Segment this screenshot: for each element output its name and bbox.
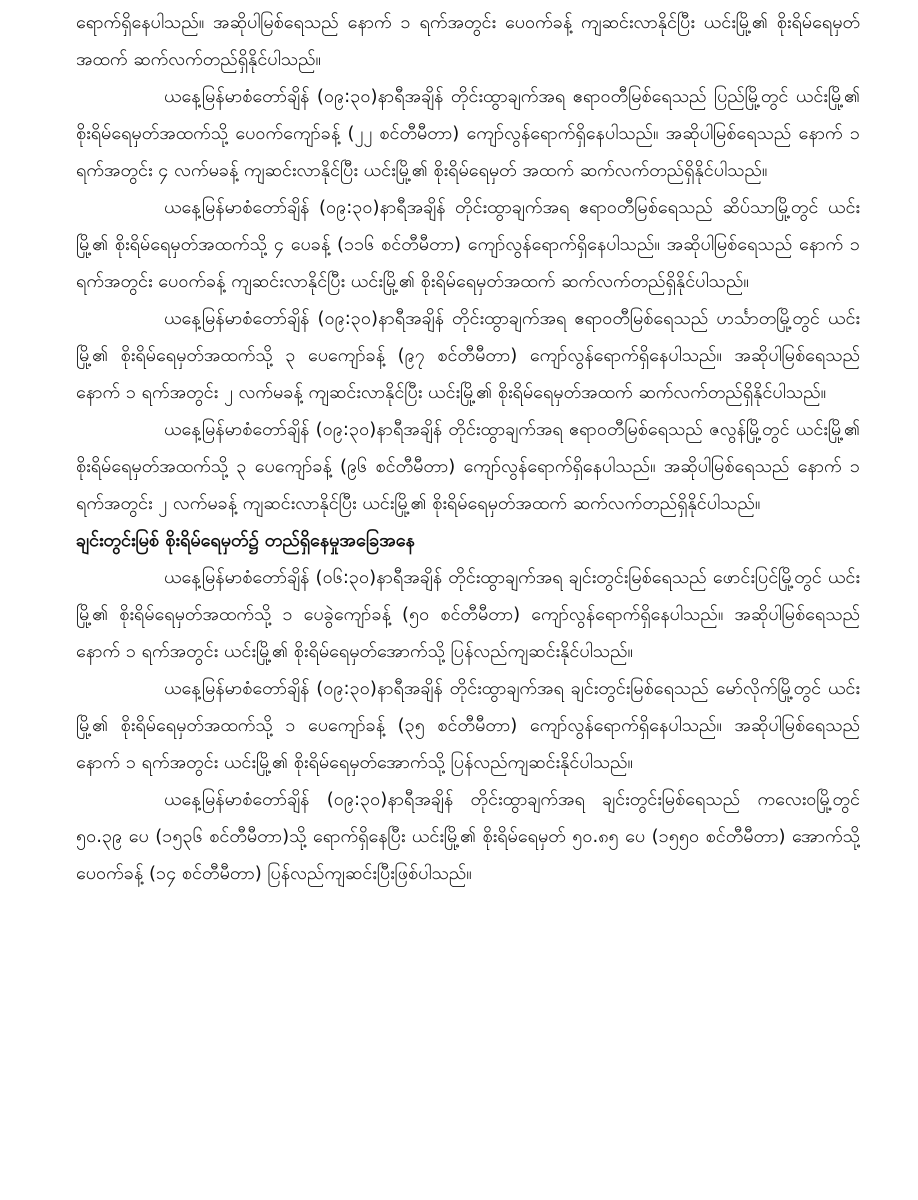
paragraph-chindwin-mawlaik: ယနေ့မြန်မာစံတော်ချိန် (၀၉:၃၀)နာရီအချိန် တိုင်းထွာချက်အရ ချင်းတွင်းမြစ်ရေသည် မော်လိုက်မြို့တွင် ယင်းမြို့၏ စိုးရိမ်ရေမှတ်အထက်သို့ ၁ ပေကျော်ခန့် (၃၅ စင်တီမီတာ) ကျော်လွန်ရောက်ရှိနေပါသည်။ အဆိုပါမြစ်ရေသည် နောက် ၁ ရက်အတွင်း ယင်းမြို့၏ စိုးရိမ်ရေမှတ်အောက်သို့ ပြန်လည်ကျဆင်းနိုင်ပါသည်။: [76, 678, 860, 773]
paragraph-chindwin-kalewa: ယနေ့မြန်မာစံတော်ချိန် (၀၉:၃၀)နာရီအချိန် တိုင်းထွာချက်အရ ချင်းတွင်းမြစ်ရေသည် ကလေးဝမြို့တွင် ၅၀.၃၉ ပေ (၁၅၃၆ စင်တီမီတာ)သို့ ရောက်ရှိနေပြီး ယင်းမြို့၏ စိုးရိမ်ရေမှတ် ၅၀.၈၅ ပေ (၁၅၅၀ စင်တီမီတာ) အောက်သို့ ပေ၀က်ခန့် (၁၄ စင်တီမီတာ) ပြန်လည်ကျဆင်းပြီးဖြစ်ပါသည်။: [76, 789, 860, 884]
paragraph-ayeyarwady-hinthada: ယနေ့မြန်မာစံတော်ချိန် (၀၉:၃၀)နာရီအချိန် တိုင်းထွာချက်အရ ဧရာ၀တီမြစ်ရေသည် ဟင်္သာတမြို့တွင် ယင်းမြို့၏ စိုးရိမ်ရေမှတ်အထက်သို့ ၃ ပေကျော်ခန့် (၉၇ စင်တီမီတာ) ကျော်လွန်ရောက်ရှိနေပါသည်။ အဆိုပါမြစ်ရေသည် နောက် ၁ ရက်အတွင်း ၂ လက်မခန့် ကျဆင်းလာနိုင်ပြီး ယင်းမြို့၏ စိုးရိမ်ရေမှတ်အထက် ဆက်လက်တည်ရှိနိုင်ပါသည်။: [76, 308, 860, 403]
paragraph-continued: ရောက်ရှိနေပါသည်။ အဆိုပါမြစ်ရေသည် နောက် ၁ ရက်အတွင်း ပေ၀က်ခန့် ကျဆင်းလာနိုင်ပြီး ယင်းမြို့၏ စိုးရိမ်ရေမှတ်အထက် ဆက်လက်တည်ရှိနိုင်ပါသည်။: [76, 12, 860, 70]
paragraph-ayeyarwady-pyay: ယနေ့မြန်မာစံတော်ချိန် (၀၉:၃၀)နာရီအချိန် တိုင်းထွာချက်အရ ဧရာ၀တီမြစ်ရေသည် ပြည်မြို့တွင် ယင်းမြို့၏ စိုးရိမ်ရေမှတ်အထက်သို့ ပေ၀က်ကျော်ခန့် (၂၂ စင်တီမီတာ) ကျော်လွန်ရောက်ရှိနေပါသည်။ အဆိုပါမြစ်ရေသည် နောက် ၁ ရက်အတွင်း ၄ လက်မခန့် ကျဆင်းလာနိုင်ပြီး ယင်းမြို့၏ စိုးရိမ်ရေမှတ် အထက် ဆက်လက်တည်ရှိနိုင်ပါသည်။: [76, 86, 860, 181]
paragraph-chindwin-hpaungpyin: ယနေ့မြန်မာစံတော်ချိန် (၀၆:၃၀)နာရီအချိန် တိုင်းထွာချက်အရ ချင်းတွင်းမြစ်ရေသည် ဖောင်းပြင်မြို့တွင် ယင်းမြို့၏ စိုးရိမ်ရေမှတ်အထက်သို့ ၁ ပေခွဲကျော်ခန့် (၅၀ စင်တီမီတာ) ကျော်လွန်ရောက်ရှိနေပါသည်။ အဆိုပါမြစ်ရေသည် နောက် ၁ ရက်အတွင်း ယင်းမြို့၏ စိုးရိမ်ရေမှတ်အောက်သို့ ပြန်လည်ကျဆင်းနိုင်ပါသည်။: [76, 567, 860, 662]
paragraph-ayeyarwady-seikthar: ယနေ့မြန်မာစံတော်ချိန် (၀၉:၃၀)နာရီအချိန် တိုင်းထွာချက်အရ ဧရာ၀တီမြစ်ရေသည် ဆိပ်သာမြို့တွင် ယင်းမြို့၏ စိုးရိမ်ရေမှတ်အထက်သို့ ၄ ပေခန့် (၁၁၆ စင်တီမီတာ) ကျော်လွန်ရောက်ရှိနေပါသည်။ အဆိုပါမြစ်ရေသည် နောက် ၁ ရက်အတွင်း ပေ၀က်ခန့် ကျဆင်းလာနိုင်ပြီး ယင်းမြို့၏ စိုးရိမ်ရေမှတ်အထက် ဆက်လက်တည်ရှိနိုင်ပါသည်။: [76, 197, 860, 292]
section-heading-chindwin: ချင်းတွင်းမြစ် စိုးရိမ်ရေမှတ်၌ တည်ရှိနေမှုအခြေအနေ: [76, 530, 415, 551]
paragraph-ayeyarwady-zalun: ယနေ့မြန်မာစံတော်ချိန် (၀၉:၃၀)နာရီအချိန် တိုင်းထွာချက်အရ ဧရာ၀တီမြစ်ရေသည် ဇလွန်မြို့တွင် ယင်းမြို့၏ စိုးရိမ်ရေမှတ်အထက်သို့ ၃ ပေကျော်ခန့် (၉၆ စင်တီမီတာ) ကျော်လွန်ရောက်ရှိနေပါသည်။ အဆိုပါမြစ်ရေသည် နောက် ၁ ရက်အတွင်း ၂ လက်မခန့် ကျဆင်းလာနိုင်ပြီး ယင်းမြို့၏ စိုးရိမ်ရေမှတ်အထက် ဆက်လက်တည်ရှိနိုင်ပါသည်။: [76, 419, 860, 514]
